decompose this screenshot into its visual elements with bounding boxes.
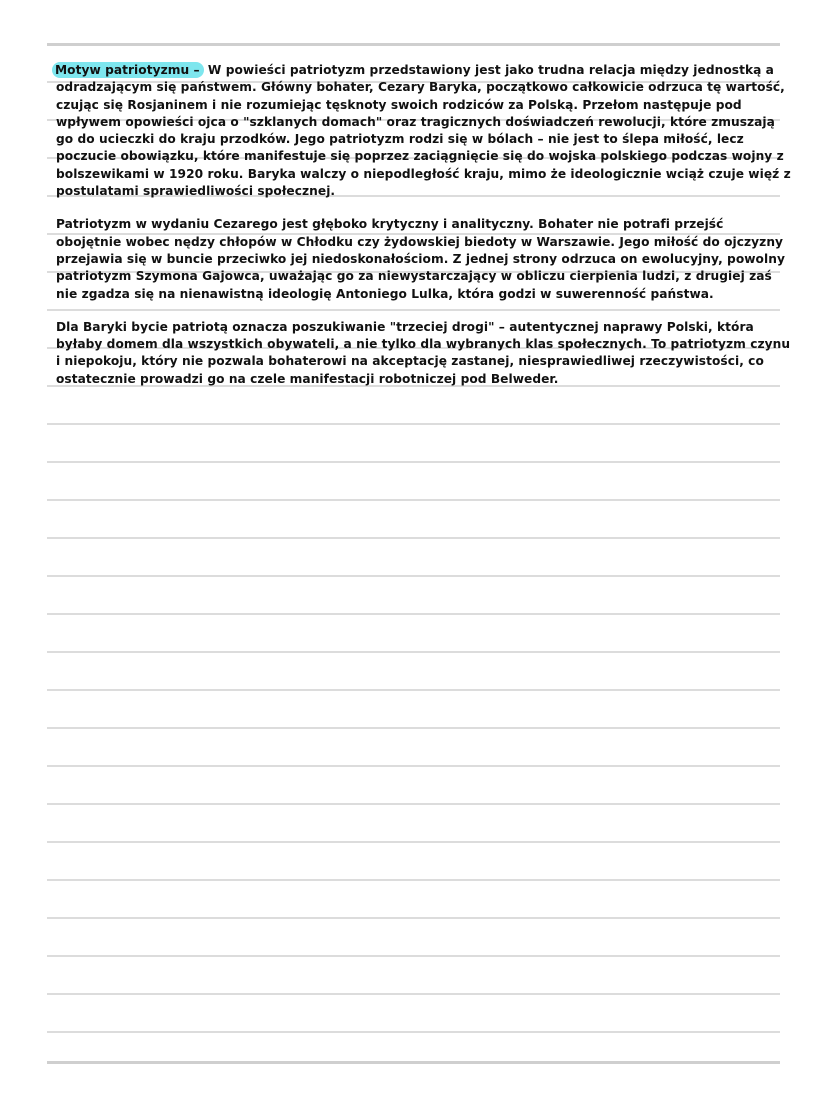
ruled-line [47, 727, 780, 729]
ruled-line [47, 841, 780, 843]
ruled-line [47, 423, 780, 425]
ruled-line [47, 917, 780, 919]
ruled-line [47, 689, 780, 691]
ruled-line [47, 537, 780, 539]
ruled-line [47, 1031, 780, 1033]
ruled-line [47, 1061, 780, 1064]
paragraph-3: Dla Baryki bycie patriotą oznacza poszukiwanie "trzeciej drogi" – autentycznej naprawy Polski, która byłaby domem dla wszystkich obywateli, a nie tylko dla wybranych klas społecznych. To patriotyzm czynu i niepokoju, który nie pozwala bohaterowi na akceptację zastanej, niesprawiedliwej rzeczywistości, co ostatecznie prowadzi go na czele manifestacji robotniczej pod Belweder. [56, 319, 791, 386]
ruled-line [47, 993, 780, 995]
ruled-line [47, 955, 780, 957]
ruled-line [47, 575, 780, 577]
ruled-line [47, 651, 780, 653]
ruled-line [47, 613, 780, 615]
ruled-line [47, 765, 780, 767]
ruled-line [47, 43, 780, 46]
highlighted-topic-label: Motyw patriotyzmu – [52, 62, 204, 78]
handwritten-note [56, 62, 791, 404]
ruled-line [47, 803, 780, 805]
ruled-line [47, 879, 780, 881]
ruled-line [47, 499, 780, 501]
paragraph-1-text: W powieści patriotyzm przedstawiony jest jako trudna relacja między jednostką a odradzającym się państwem. Główny bohater, Cezary Baryka, początkowo całkowicie odrzuca tę wartość, czując się Rosjaninem i nie rozumiejąc tęsknoty swoich rodziców za Polską. Przełom następuje pod wpływem opowieści ojca o "szklanych domach" oraz tragicznych doświadczeń rewolucji, które zmuszają go do ucieczki do kraju przodków. Jego patriotyzm rodzi się w bólach – nie jest to ślepa miłość, lecz poczucie obowiązku, które manifestuje się poprzez zaciągnięcie się do wojska polskiego podczas wojny z bolszewikami w 1920 roku. Baryka walczy o niepodległość kraju, mimo że ideologicznie wciąż czuje więź z postulatami sprawiedliwości społecznej. [56, 63, 791, 199]
ruled-line [47, 461, 780, 463]
paragraph-1 [56, 62, 791, 200]
paragraph-2: Patriotyzm w wydaniu Cezarego jest głęboko krytyczny i analityczny. Bohater nie potrafi przejść obojętnie wobec nędzy chłopów w Chłodku czy żydowskiej biedoty w Warszawie. Jego miłość do ojczyzny przejawia się w buncie przeciwko jej niedoskonałościom. Z jednej strony odrzuca on ewolucyjny, powolny patriotyzm Szymona Gajowca, uważając go za niewystarczający w obliczu cierpienia ludzi, z drugiej zaś nie zgadza się na nienawistną ideologię Antoniego Lulka, która godzi w suwerenność państwa. [56, 217, 785, 301]
